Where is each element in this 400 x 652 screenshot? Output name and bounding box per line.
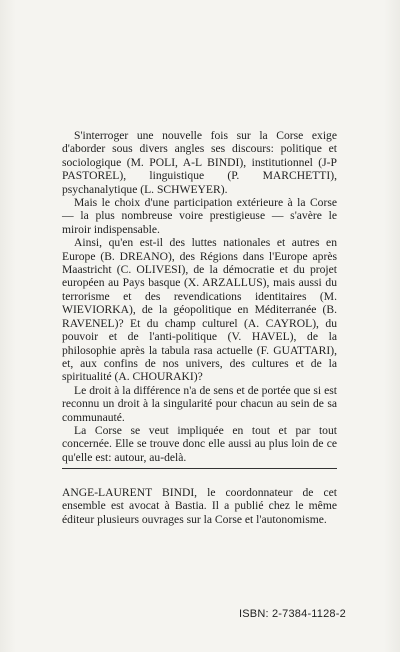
separator-rule <box>62 468 337 469</box>
paragraph-5: La Corse se veut impliquée en tout et par tout concernée. Elle se trouve donc elle aussi au plus loin de ce qu'elle est: autour, au-delà. <box>62 423 337 464</box>
paragraph-4: Le droit à la différence n'a de sens et de portée que si est reconnu un droit à la singularité pour chacun au sein de sa communauté. <box>62 383 337 424</box>
isbn-label: ISBN: 2-7384-1128-2 <box>239 608 346 620</box>
paragraph-2: Mais le choix d'une participation extérieure à la Corse — la plus nombreuse voire prestigieuse — s'avère le miroir indispensable. <box>62 196 337 236</box>
description-text <box>62 129 337 464</box>
paragraph-3: Ainsi, qu'en est-il des luttes nationales et autres en Europe (B. DREANO), des Régions dans l'Europe après Maastricht (C. OLIVESI), de la démocratie et du projet européen au Pays basque (X. ARZALLUS), mais aussi du terrorisme et des revendications identitaires (M. WIEVIORKA), de la géopolitique en Méditerranée (B. RAVENEL)? Et du champ culturel (A. CAYROL), du pouvoir et de l'anti-politique (V. HAVEL), de la philosophie après la tabula rasa actuelle (F. GUATTARI), et, aux confins de nos univers, des cultures et de la spiritualité (A. CHOURAKI)? <box>62 236 337 384</box>
author-note <box>62 486 337 526</box>
paragraph-1: S'interroger une nouvelle fois sur la Corse exige d'aborder sous divers angles ses discours: politique et sociologique (M. POLI, A-L BINDI), institutionnel (J-P PASTOREL), linguistique (P. MARCHETTI), psychanalytique (L. SCHWEYER). <box>62 129 337 196</box>
author-note-text: ANGE-LAURENT BINDI, le coordonnateur de cet ensemble est avocat à Bastia. Il a publié chez le même éditeur plusieurs ouvrages sur la Corse et l'autonomisme. <box>62 486 337 526</box>
